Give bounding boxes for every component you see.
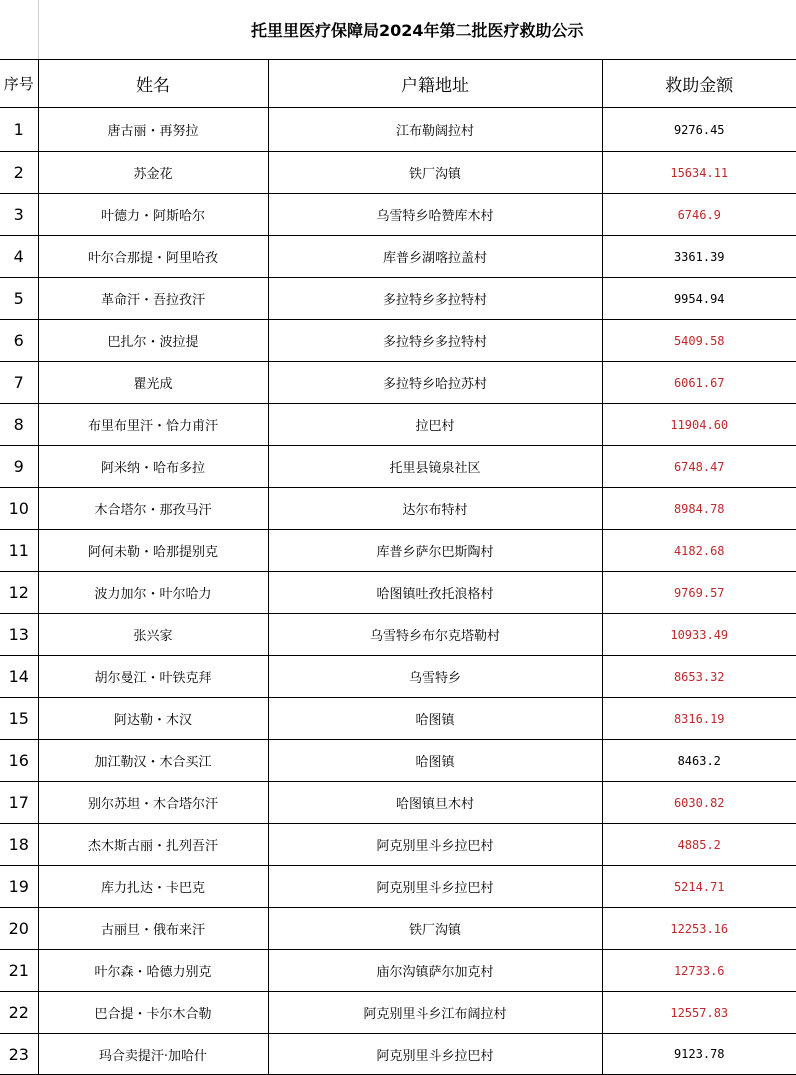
row-amount: 11904.60: [602, 404, 796, 446]
table-row: [0, 740, 796, 782]
row-seq: 22: [0, 992, 38, 1034]
row-name: 胡尔曼江・叶铁克拜: [38, 656, 268, 698]
row-amount: 8984.78: [602, 488, 796, 530]
row-amount: 12253.16: [602, 908, 796, 950]
row-seq: 8: [0, 404, 38, 446]
page-title: 托里里医疗保障局2024年第二批医疗救助公示: [38, 0, 796, 60]
table-body: [0, 108, 796, 1075]
table-row: [0, 866, 796, 908]
row-name: 杰木斯古丽・扎列吾汗: [38, 824, 268, 866]
row-amount: 9954.94: [602, 278, 796, 320]
row-seq: 16: [0, 740, 38, 782]
row-name: 唐古丽・再努拉: [38, 108, 268, 152]
row-amount: 8653.32: [602, 656, 796, 698]
row-amount: 6030.82: [602, 782, 796, 824]
row-name: 木合塔尔・那孜马汗: [38, 488, 268, 530]
row-name: 阿米纳・哈布多拉: [38, 446, 268, 488]
row-seq: 7: [0, 362, 38, 404]
header-name: 姓名: [38, 60, 268, 108]
table-row: [0, 992, 796, 1034]
row-address: 拉巴村: [268, 404, 602, 446]
row-address: 多拉特乡多拉特村: [268, 320, 602, 362]
row-amount: 6748.47: [602, 446, 796, 488]
row-address: 阿克别里斗乡拉巴村: [268, 866, 602, 908]
row-address: 多拉特乡哈拉苏村: [268, 362, 602, 404]
row-amount: 6061.67: [602, 362, 796, 404]
row-name: 巴扎尔・波拉提: [38, 320, 268, 362]
row-address: 达尔布特村: [268, 488, 602, 530]
header-address: 户籍地址: [268, 60, 602, 108]
table-row: [0, 950, 796, 992]
row-seq: 21: [0, 950, 38, 992]
row-seq: 5: [0, 278, 38, 320]
row-name: 阿达勒・木汉: [38, 698, 268, 740]
header-row: [0, 60, 796, 108]
table-row: [0, 530, 796, 572]
row-name: 加江勒汉・木合买江: [38, 740, 268, 782]
row-amount: 8316.19: [602, 698, 796, 740]
row-amount: 5214.71: [602, 866, 796, 908]
table-row: [0, 782, 796, 824]
row-seq: 13: [0, 614, 38, 656]
row-address: 乌雪特乡: [268, 656, 602, 698]
table-row: [0, 194, 796, 236]
row-address: 铁厂沟镇: [268, 908, 602, 950]
row-seq: 18: [0, 824, 38, 866]
row-name: 革命汗・吾拉孜汗: [38, 278, 268, 320]
corner-cell: [0, 0, 38, 60]
row-address: 江布勒阔拉村: [268, 108, 602, 152]
row-seq: 9: [0, 446, 38, 488]
header-amount: 救助金额: [602, 60, 796, 108]
row-seq: 20: [0, 908, 38, 950]
row-amount: 15634.11: [602, 152, 796, 194]
table-row: [0, 488, 796, 530]
row-seq: 2: [0, 152, 38, 194]
table-row: [0, 278, 796, 320]
table-row: [0, 572, 796, 614]
title-row: [0, 0, 796, 60]
row-seq: 15: [0, 698, 38, 740]
table-row: [0, 656, 796, 698]
row-name: 波力加尔・叶尔哈力: [38, 572, 268, 614]
row-name: 叶德力・阿斯哈尔: [38, 194, 268, 236]
row-address: 阿克别里斗乡拉巴村: [268, 824, 602, 866]
row-seq: 14: [0, 656, 38, 698]
table-row: [0, 824, 796, 866]
row-amount: 10933.49: [602, 614, 796, 656]
row-name: 布里布里汗・恰力甫汗: [38, 404, 268, 446]
row-address: 乌雪特乡布尔克塔勒村: [268, 614, 602, 656]
row-name: 叶尔合那提・阿里哈孜: [38, 236, 268, 278]
table-row: [0, 446, 796, 488]
row-amount: 9123.78: [602, 1034, 796, 1075]
row-amount: 6746.9: [602, 194, 796, 236]
row-seq: 11: [0, 530, 38, 572]
row-seq: 17: [0, 782, 38, 824]
row-name: 库力扎达・卡巴克: [38, 866, 268, 908]
row-name: 叶尔森・哈德力别克: [38, 950, 268, 992]
table-row: [0, 404, 796, 446]
row-name: 别尔苏坦・木合塔尔汗: [38, 782, 268, 824]
header-seq: 序号: [0, 60, 38, 108]
table-row: [0, 614, 796, 656]
row-seq: 19: [0, 866, 38, 908]
row-seq: 4: [0, 236, 38, 278]
row-name: 苏金花: [38, 152, 268, 194]
row-address: 库普乡萨尔巴斯陶村: [268, 530, 602, 572]
row-amount: 9769.57: [602, 572, 796, 614]
row-name: 阿何未勒・哈那提别克: [38, 530, 268, 572]
table-row: [0, 362, 796, 404]
row-name: 古丽旦・俄布来汗: [38, 908, 268, 950]
row-amount: 5409.58: [602, 320, 796, 362]
table-row: [0, 908, 796, 950]
row-address: 阿克别里斗乡江布阔拉村: [268, 992, 602, 1034]
row-amount: 4885.2: [602, 824, 796, 866]
table-row: [0, 108, 796, 152]
row-name: 玛合卖提汗·加哈什: [38, 1034, 268, 1075]
row-amount: 12733.6: [602, 950, 796, 992]
row-address: 托里县镜泉社区: [268, 446, 602, 488]
row-address: 乌雪特乡哈赞库木村: [268, 194, 602, 236]
row-address: 铁厂沟镇: [268, 152, 602, 194]
table-row: [0, 236, 796, 278]
table-row: [0, 1034, 796, 1075]
row-address: 庙尔沟镇萨尔加克村: [268, 950, 602, 992]
row-seq: 3: [0, 194, 38, 236]
row-amount: 9276.45: [602, 108, 796, 152]
row-address: 库普乡湖喀拉盖村: [268, 236, 602, 278]
row-amount: 8463.2: [602, 740, 796, 782]
table-row: [0, 320, 796, 362]
row-address: 哈图镇: [268, 740, 602, 782]
table-row: [0, 698, 796, 740]
row-name: 瞿光成: [38, 362, 268, 404]
row-address: 阿克别里斗乡拉巴村: [268, 1034, 602, 1075]
row-address: 多拉特乡多拉特村: [268, 278, 602, 320]
row-seq: 1: [0, 108, 38, 152]
row-address: 哈图镇吐孜托浪格村: [268, 572, 602, 614]
table-row: [0, 152, 796, 194]
row-seq: 12: [0, 572, 38, 614]
row-amount: 3361.39: [602, 236, 796, 278]
row-address: 哈图镇: [268, 698, 602, 740]
row-amount: 12557.83: [602, 992, 796, 1034]
row-name: 巴合提・卡尔木合勒: [38, 992, 268, 1034]
row-name: 张兴家: [38, 614, 268, 656]
row-amount: 4182.68: [602, 530, 796, 572]
row-address: 哈图镇旦木村: [268, 782, 602, 824]
row-seq: 6: [0, 320, 38, 362]
row-seq: 10: [0, 488, 38, 530]
row-seq: 23: [0, 1034, 38, 1075]
